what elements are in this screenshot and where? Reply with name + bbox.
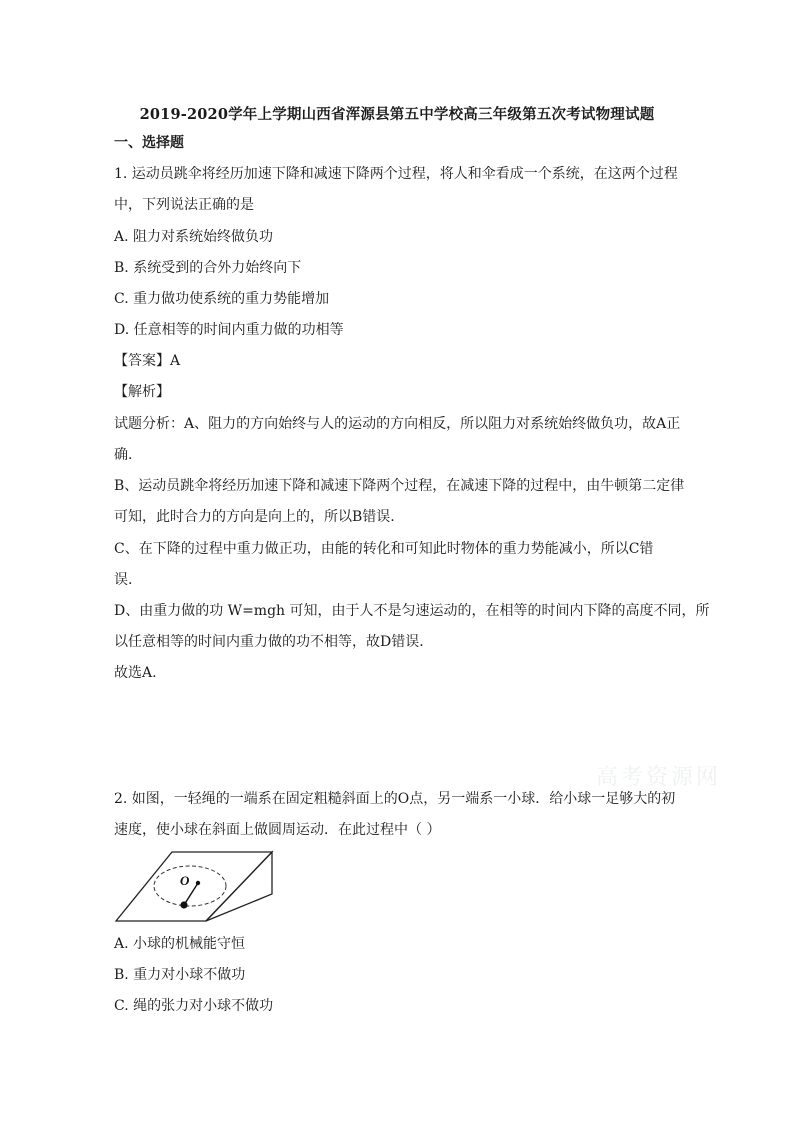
q1-analysis-line: D、由重力做的功 W=mgh 可知，由于人不是匀速运动的，在相等的时间内下降的高度不同，所 (114, 603, 710, 619)
q1-option-b: B. 系统受到的合外力始终向下 (114, 260, 302, 276)
q2-option-a: A. 小球的机械能守恒 (114, 936, 246, 952)
q2-stem-line1: 2. 如图，一轻绳的一端系在固定粗糙斜面上的O点，另一端系一小球．给小球一足够大的初 (114, 791, 676, 807)
q1-analysis-line: 可知，此时合力的方向是向上的，所以B错误. (114, 509, 395, 525)
q1-option-d: D. 任意相等的时间内重力做的功相等 (114, 322, 344, 338)
q1-analysis-label: 【解析】 (114, 384, 170, 400)
q1-analysis-line: 以任意相等的时间内重力做的功不相等，故D错误. (114, 634, 424, 650)
q1-analysis-line: 误. (114, 572, 133, 588)
q1-answer: 【答案】A (114, 353, 181, 369)
q1-analysis-line: C、在下降的过程中重力做正功，由能的转化和可知此时物体的重力势能减小，所以C错 (114, 541, 654, 557)
q2-stem-line2: 速度，使小球在斜面上做圆周运动．在此过程中（ ） (114, 822, 441, 838)
q1-analysis-line: B、运动员跳伞将经历加速下降和减速下降两个过程，在减速下降的过程中，由牛顿第二定律 (114, 478, 685, 494)
pivot-point-o (196, 881, 200, 885)
circular-path (154, 866, 226, 906)
label-o: O (180, 873, 190, 888)
q1-conclusion: 故选A. (114, 665, 157, 681)
q1-stem-line1: 1. 运动员跳伞将经历加速下降和减速下降两个过程，将人和伞看成一个系统，在这两个过程 (114, 166, 678, 182)
q1-option-a: A. 阻力对系统始终做负功 (114, 229, 274, 245)
page-title: 2019-2020学年上学期山西省浑源县第五中学校高三年级第五次考试物理试题 (139, 106, 655, 123)
section-heading: 一、选择题 (114, 135, 184, 151)
q1-analysis-line: 确. (114, 447, 133, 463)
watermark: 高考资源网 (596, 765, 722, 790)
q1-stem-line2: 中，下列说法正确的是 (114, 197, 254, 213)
q2-option-c: C. 绳的张力对小球不做功 (114, 998, 274, 1014)
ball (180, 901, 187, 908)
incline-top-face (116, 852, 272, 921)
incline-side-face (206, 852, 272, 921)
q1-analysis-line: 试题分析：A、阻力的方向始终与人的运动的方向相反，所以阻力对系统始终做负功，故A正 (114, 416, 681, 432)
incline-figure (112, 848, 282, 924)
q2-option-b: B. 重力对小球不做功 (114, 967, 246, 983)
q1-option-c: C. 重力做功使系统的重力势能增加 (114, 291, 330, 307)
